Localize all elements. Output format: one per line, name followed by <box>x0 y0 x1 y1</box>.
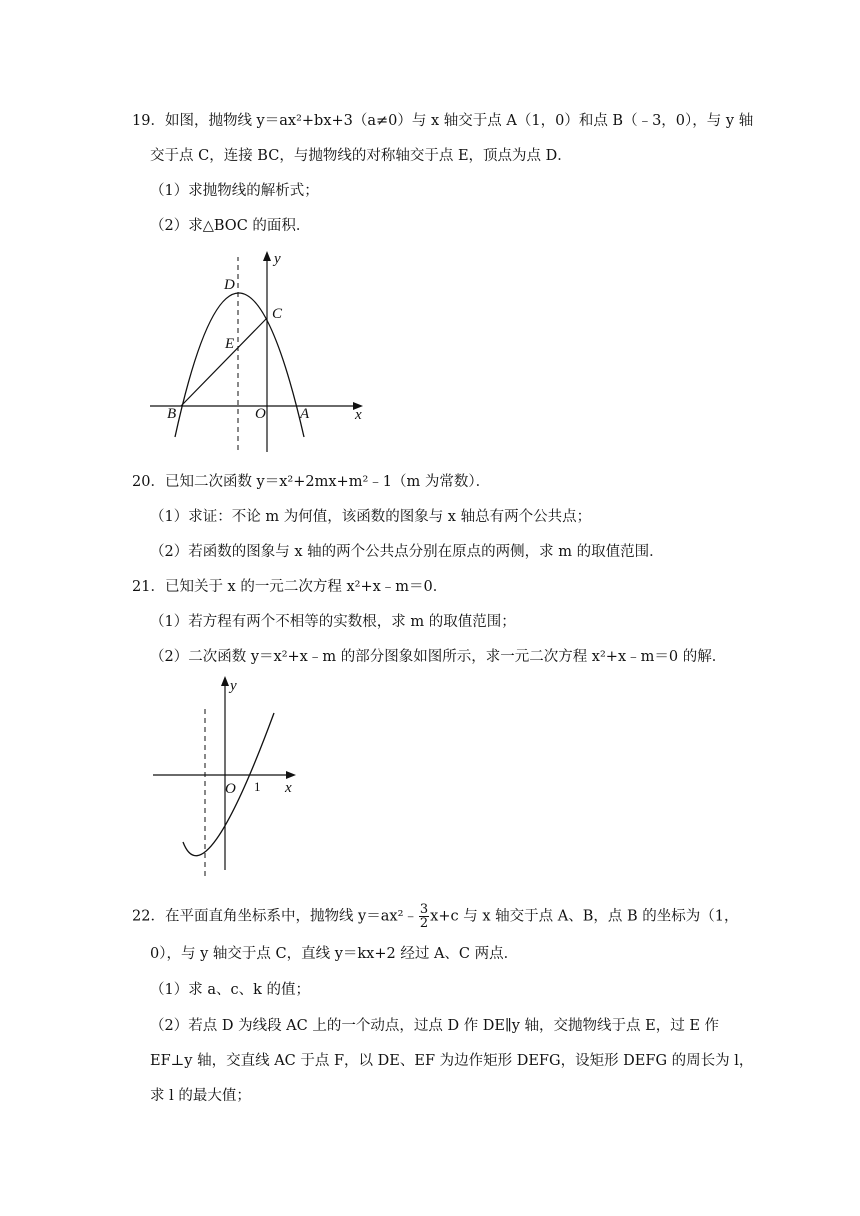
q22-frac-den: 2 <box>419 916 429 931</box>
q19-sub2: （2）求△BOC 的面积． <box>150 218 311 234</box>
q22-sub2a: （2）若点 D 为线段 AC 上的一个动点，过点 D 作 DE∥y 轴，交抛物线于点 E，过 E 作 <box>150 1018 720 1034</box>
q21-label-1: 1 <box>254 779 261 794</box>
q21-label-x: x <box>285 780 292 796</box>
q21-sub1: （1）若方程有两个不相等的实数根，求 m 的取值范围； <box>150 614 516 630</box>
q22-fraction <box>419 903 429 930</box>
q21-figure <box>148 672 308 882</box>
q19-line2: 交于点 C，连接 BC，与抛物线的对称轴交于点 E，顶点为点 D． <box>150 148 572 164</box>
q19-label-E: E <box>225 336 235 352</box>
q22-line1 <box>132 903 738 930</box>
q19-sub1: （1）求抛物线的解析式； <box>150 183 319 199</box>
q19-label-y: y <box>274 251 281 267</box>
q22-sub2c: 求 l 的最大值； <box>150 1088 251 1104</box>
q19-label-A: A <box>300 406 310 422</box>
q22-sub2b: EF⊥y 轴，交直线 AC 于点 F，以 DE、EF 为边作矩形 DEFG，设矩形 DEFG 的周长为 l， <box>150 1053 754 1069</box>
q21-sub2: （2）二次函数 y＝x²+x﹣m 的部分图象如图所示，求一元二次方程 x²+x﹣m＝0 的解． <box>150 649 727 665</box>
q19-line1: 19．如图，抛物线 y＝ax²+bx+3（a≠0）与 x 轴交于点 A（1，0）和点 B（﹣3，0），与 y 轴 <box>132 113 754 129</box>
q19-figure <box>145 245 375 460</box>
q22-sub1: （1）求 a、c、k 的值； <box>150 982 310 998</box>
q19-label-O: O <box>255 406 266 422</box>
q19-label-C: C <box>272 306 283 322</box>
q22-line1-post: x+c 与 x 轴交于点 A、B，点 B 的坐标为（1， <box>430 908 739 925</box>
q21-line1: 21．已知关于 x 的一元二次方程 x²+x﹣m＝0． <box>132 579 448 595</box>
q20-line1: 20．已知二次函数 y＝x²+2mx+m²﹣1（m 为常数）． <box>132 474 491 490</box>
q22-line2: 0），与 y 轴交于点 C，直线 y＝kx+2 经过 A、C 两点． <box>150 946 519 962</box>
q20-sub1: （1）求证：不论 m 为何值，该函数的图象与 x 轴总有两个公共点； <box>150 509 592 525</box>
q22-line1-pre: 22．在平面直角坐标系中，抛物线 y＝ax²﹣ <box>132 908 418 925</box>
q19-label-B: B <box>167 406 177 422</box>
q19-label-D: D <box>224 277 235 293</box>
q19-label-x: x <box>355 407 362 423</box>
q20-sub2: （2）若函数的图象与 x 轴的两个公共点分别在原点的两侧，求 m 的取值范围． <box>150 544 664 560</box>
q21-label-y: y <box>230 678 237 694</box>
q21-label-O: O <box>225 781 236 797</box>
q22-frac-num: 3 <box>419 902 429 917</box>
